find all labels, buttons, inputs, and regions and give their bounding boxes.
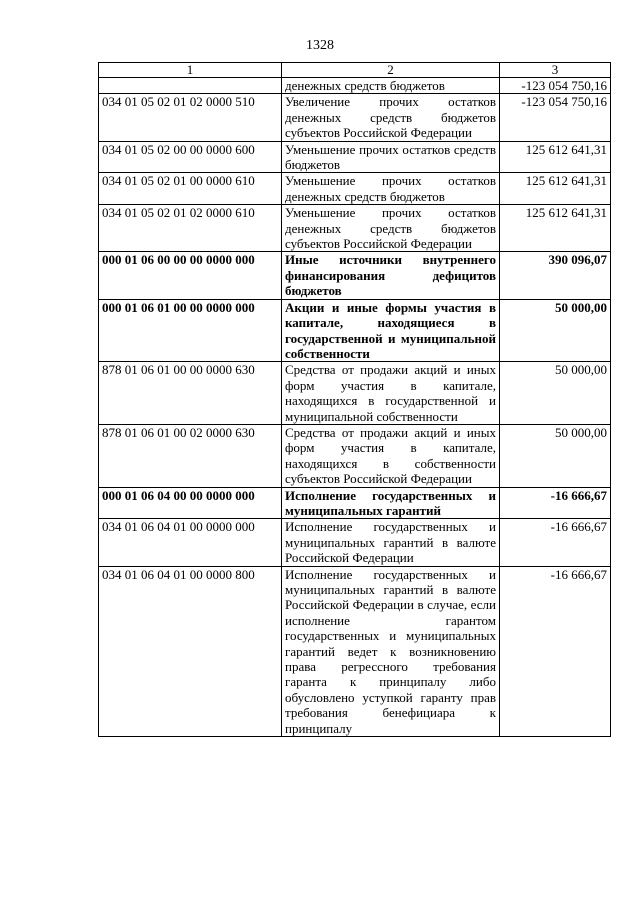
table-row — [99, 252, 611, 299]
column-header-3: 3 — [500, 63, 611, 78]
row-description: Исполнение государственных и муниципальных гарантий в валюте Российской Федерации в случае, если исполнение гарантом государственных и муниципальных гарантий ведет к возникновению права регрессного требования гаранта к принципалу либо обусловлено уступкой гаранту прав требования бенефициара к принципалу — [282, 566, 500, 736]
row-description: Уменьшение прочих остатков денежных средств бюджетов — [282, 173, 500, 205]
row-amount: -16 666,67 — [500, 487, 611, 519]
row-code: 000 01 06 01 00 00 0000 000 — [99, 299, 282, 362]
row-amount: 125 612 641,31 — [500, 173, 611, 205]
row-description: денежных средств бюджетов — [282, 78, 500, 94]
row-amount: 125 612 641,31 — [500, 141, 611, 173]
table-row — [99, 299, 611, 362]
row-code: 000 01 06 04 00 00 0000 000 — [99, 487, 282, 519]
row-description: Исполнение государственных и муниципальных гарантий в валюте Российской Федерации — [282, 519, 500, 566]
row-amount: -16 666,67 — [500, 566, 611, 736]
row-amount: 50 000,00 — [500, 362, 611, 425]
row-code: 034 01 05 02 00 00 0000 600 — [99, 141, 282, 173]
table-row — [99, 519, 611, 566]
table-row — [99, 173, 611, 205]
table-header-row — [99, 63, 611, 78]
row-code: 878 01 06 01 00 02 0000 630 — [99, 424, 282, 487]
row-description: Акции и иные формы участия в капитале, находящиеся в государственной и муниципальной собственности — [282, 299, 500, 362]
row-amount: 50 000,00 — [500, 424, 611, 487]
row-description: Увеличение прочих остатков денежных средств бюджетов субъектов Российской Федерации — [282, 94, 500, 141]
row-code: 034 01 05 02 01 02 0000 610 — [99, 205, 282, 252]
row-code: 034 01 05 02 01 02 0000 510 — [99, 94, 282, 141]
row-description: Средства от продажи акций и иных форм участия в капитале, находящихся в государственной и муниципальной собственности — [282, 362, 500, 425]
row-description: Уменьшение прочих остатков денежных средств бюджетов субъектов Российской Федерации — [282, 205, 500, 252]
table-row — [99, 141, 611, 173]
table-row — [99, 205, 611, 252]
table-row — [99, 94, 611, 141]
row-description: Средства от продажи акций и иных форм участия в капитале, находящихся в собственности субъектов Российской Федерации — [282, 424, 500, 487]
table-row — [99, 362, 611, 425]
page-number: 1328 — [306, 38, 334, 53]
row-amount: -16 666,67 — [500, 519, 611, 566]
table-row — [99, 424, 611, 487]
row-code: 878 01 06 01 00 00 0000 630 — [99, 362, 282, 425]
row-code — [99, 78, 282, 94]
row-code: 034 01 06 04 01 00 0000 800 — [99, 566, 282, 736]
row-code: 034 01 06 04 01 00 0000 000 — [99, 519, 282, 566]
table-row — [99, 566, 611, 736]
table-row — [99, 487, 611, 519]
budget-sources-table — [98, 62, 611, 737]
row-code: 034 01 05 02 01 00 0000 610 — [99, 173, 282, 205]
table-row — [99, 78, 611, 94]
row-amount: 50 000,00 — [500, 299, 611, 362]
row-description: Уменьшение прочих остатков средств бюджетов — [282, 141, 500, 173]
row-amount: -123 054 750,16 — [500, 94, 611, 141]
row-amount: -123 054 750,16 — [500, 78, 611, 94]
column-header-2: 2 — [282, 63, 500, 78]
row-description: Исполнение государственных и муниципальных гарантий — [282, 487, 500, 519]
column-header-1: 1 — [99, 63, 282, 78]
row-description: Иные источники внутреннего финансирования дефицитов бюджетов — [282, 252, 500, 299]
row-amount: 125 612 641,31 — [500, 205, 611, 252]
row-code: 000 01 06 00 00 00 0000 000 — [99, 252, 282, 299]
row-amount: 390 096,07 — [500, 252, 611, 299]
